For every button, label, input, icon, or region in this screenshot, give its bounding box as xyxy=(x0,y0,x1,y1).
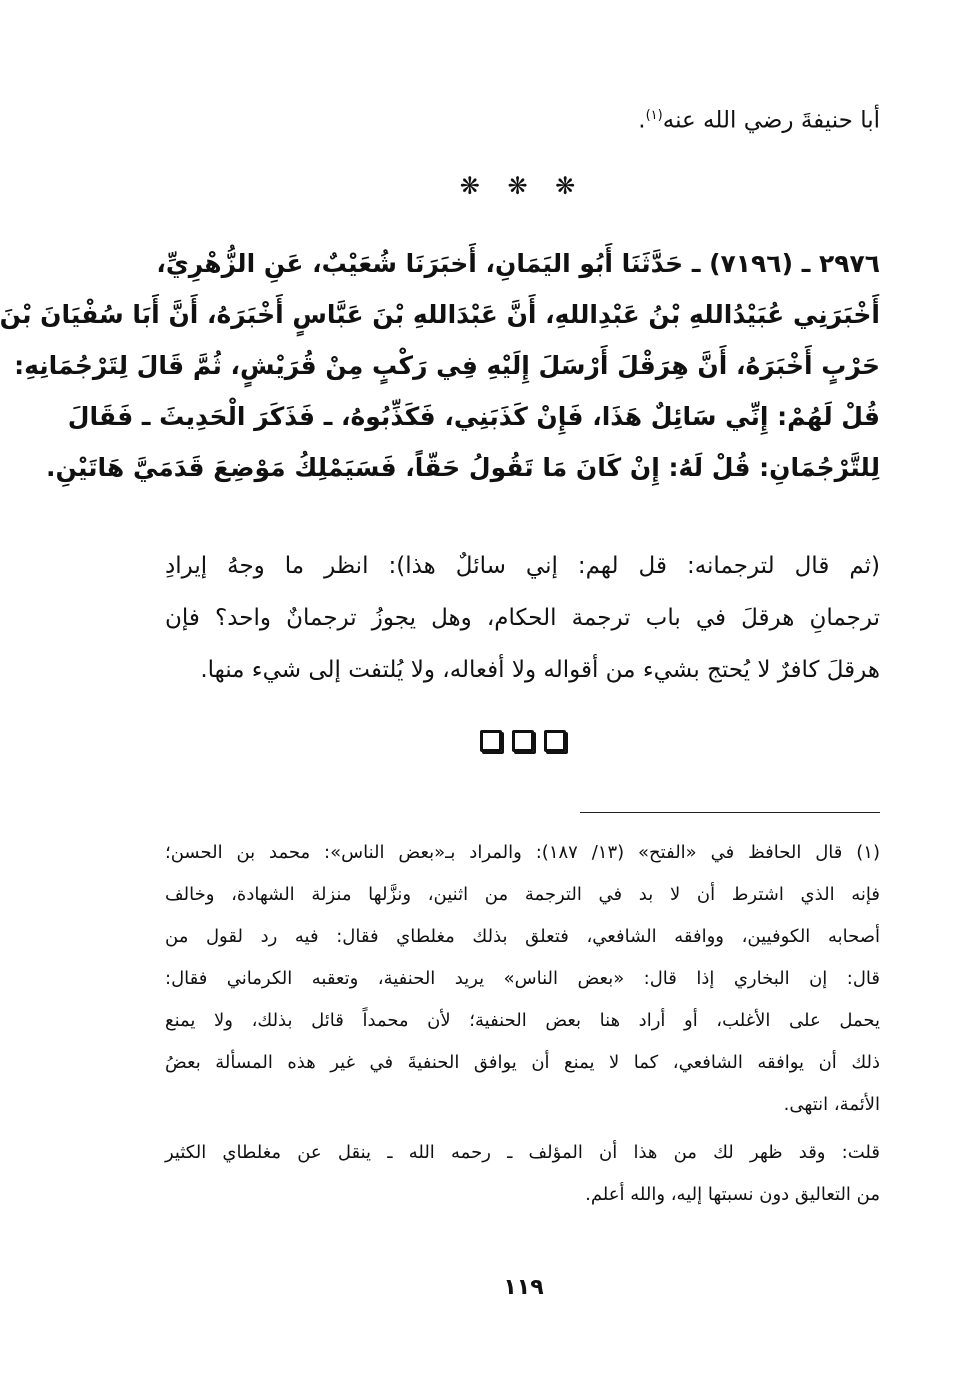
footnote-line: ذلك أن يوافقه الشافعي، كما لا يمنع أن يوافق الحنفيةَ في غير هذه المسألة بعضُ xyxy=(165,1052,880,1073)
footnote-line: من التعاليق دون نسبتها إليه، والله أعلم. xyxy=(585,1184,880,1205)
square-ornament-icon xyxy=(512,730,534,752)
commentary-line: هرقلَ كافرٌ لا يُحتج بشيء من أقواله ولا أفعاله، ولا يُلتفت إلى شيء منها. xyxy=(200,657,880,683)
intro-end: . xyxy=(638,107,646,134)
footnote-divider xyxy=(580,812,880,813)
hadith-line: لِلتَّرْجُمَانِ: قُلْ لَهُ: إِنْ كَانَ مَا تَقُولُ حَقّاً، فَسَيَمْلِكُ مَوْضِعَ قَدَمَيَّ هَاتَيْنِ. xyxy=(45,453,880,482)
hadith-text xyxy=(0,238,880,493)
intro-line xyxy=(165,96,880,141)
hadith-line: قُلْ لَهُمْ: إِنِّي سَائِلٌ هَذَا، فَإِنْ كَذَبَنِي، فَكَذِّبُوهُ، ـ فَذَكَرَ الْحَدِيثَ ـ فَقَالَ xyxy=(67,402,880,431)
hadith-line: حَرْبٍ أَخْبَرَهُ، أَنَّ هِرَقْلَ أَرْسَلَ إِلَيْهِ فِي رَكْبٍ مِنْ قُرَيْشٍ، ثُمَّ قَالَ لِتَرْجُمَانِهِ: xyxy=(14,351,880,380)
footnote-reference: (١) xyxy=(645,108,663,123)
hadith-line: ٢٩٧٦ ـ (٧١٩٦) ـ حَدَّثَنَا أَبُو اليَمَانِ، أَخبَرَنَا شُعَيْبٌ، عَنِ الزُّهْرِيِّ، xyxy=(156,249,880,278)
commentary-line: ترجمانِ هرقلَ في باب ترجمة الحكام، وهل يجوزُ ترجمانٌ واحد؟ فإن xyxy=(165,605,880,631)
footnote-line: قلت: وقد ظهر لك من هذا أن المؤلف ـ رحمه الله ـ ينقل عن مغلطاي الكثير xyxy=(165,1142,880,1163)
intro-text: أبا حنيفةَ رضي الله عنه xyxy=(662,107,880,134)
footnote-line: (١) قال الحافظ في «الفتح» (١٣/ ١٨٧): والمراد بـ«بعض الناس»: محمد بن الحسن؛ xyxy=(165,842,880,863)
footnote-line: فإنه الذي اشترط أن لا بد في الترجمة من اثنين، ونزَّلها منزلة الشهادة، وخالف xyxy=(165,884,880,905)
footnote-line: الأئمة، انتهى. xyxy=(783,1094,880,1115)
hadith-line: أَخْبَرَنِي عُبَيْدُاللهِ بْنُ عَبْدِاللهِ، أَنَّ عَبْدَاللهِ بْنَ عَبَّاسٍ أَخْبَرَهُ، أَنَّ أَبَا سُفْيَانَ بْنَ xyxy=(0,300,880,329)
section-separator xyxy=(165,168,880,204)
square-ornament-icon xyxy=(544,730,566,752)
footnote-line: قال: إن البخاري إذا قال: «بعض الناس» يريد الحنفية، وتعقبه الكرماني فقال: xyxy=(165,968,880,989)
commentary-line: (ثم قال لترجمانه: قل لهم: إني سائلٌ هذا): انظر ما وجهُ إيرادِ xyxy=(165,553,880,579)
footnotes xyxy=(165,832,880,1216)
page-number: ١١٩ xyxy=(503,1275,544,1300)
square-ornament-icon xyxy=(480,730,502,752)
footnote-line: أصحابه الكوفيين، ووافقه الشافعي، فتعلق بذلك مغلطاي فقال: فيه رد لقول من xyxy=(165,926,880,947)
separator-stars: ❋ ❋ ❋ xyxy=(459,172,586,200)
commentary-text xyxy=(165,540,880,696)
section-end-ornament xyxy=(165,730,880,760)
footnote-line: يحمل على الأغلب، أو أراد هنا بعض الحنفية؛ لأن محمداً قائل بذلك، ولا يمنع xyxy=(165,1010,880,1031)
